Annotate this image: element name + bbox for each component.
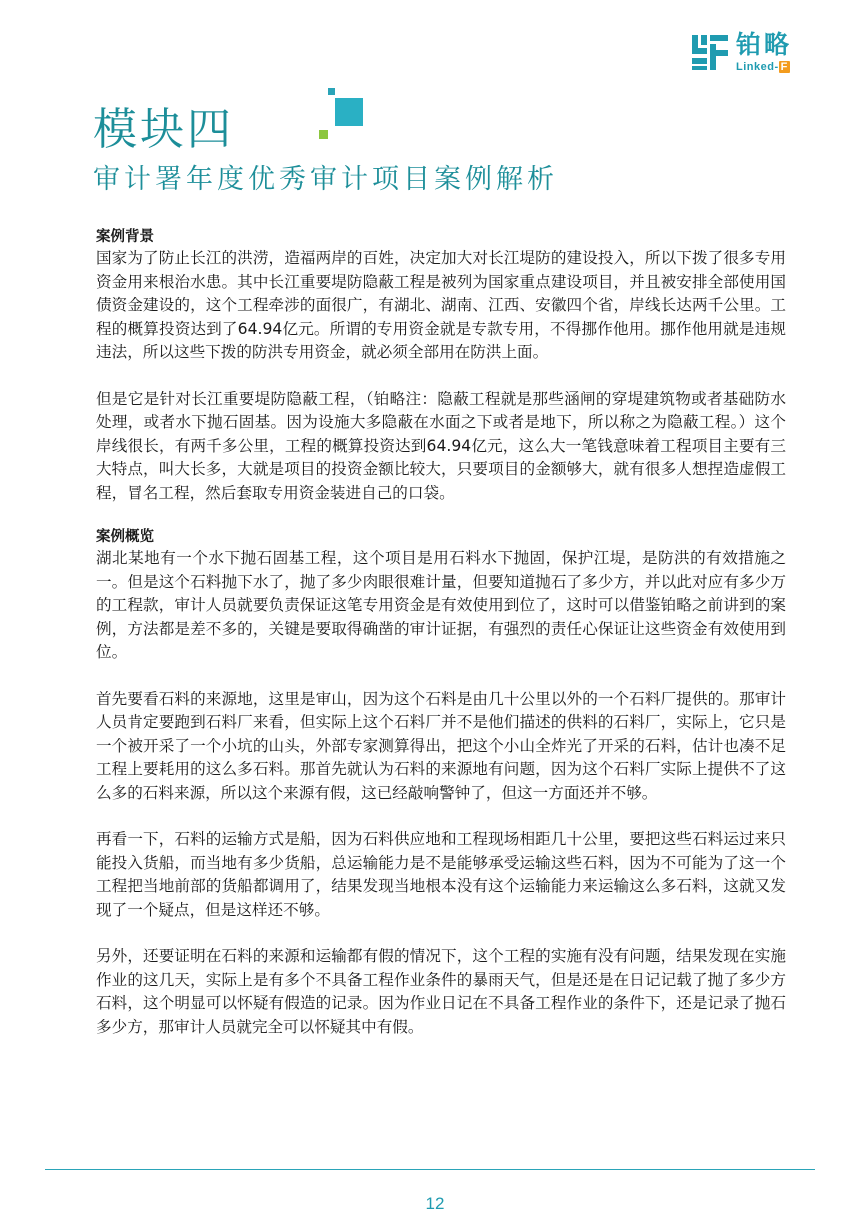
brand-name-en-badge: F bbox=[780, 61, 788, 73]
background-paragraph-2: 但是它是针对长江重要堤防隐蔽工程，（铂略注：隐蔽工程就是那些涵闸的穿堤建筑物或者基础防水处理，或者水下抛石固基。因为设施大多隐蔽在水面之下或者是地下，所以称之为隐蔽工程。）这个岸线很长，有两千多公里，工程的概算投资达到64.94亿元，这么大一笔钱意味着工程项目主要有三大特点，叫大长多，大就是项目的投资金额比较大，只要项目的金额够大，就有很多人想捏造虚假工程，冒名工程，然后套取专用资金装进自己的口袋。 bbox=[96, 389, 786, 502]
module-subtitle: 审计署年度优秀审计项目案例解析 bbox=[93, 164, 558, 195]
brand-name-en bbox=[736, 61, 790, 74]
decorative-square-large bbox=[335, 98, 363, 126]
brand-name-en-prefix: Linked- bbox=[736, 61, 779, 73]
brand-name-cn: 铂略 bbox=[736, 30, 793, 59]
page-number: 12 bbox=[425, 1194, 445, 1213]
section-heading-overview: 案例概览 bbox=[96, 529, 154, 545]
overview-paragraph-1: 湖北某地有一个水下抛石固基工程，这个项目是用石料水下抛固，保护江堤，是防洪的有效措施之一。但是这个石料抛下水了，抛了多少肉眼很难计量，但要知道抛石了多少方，并以此对应有多少万的工程款，审计人员就要负责保证这笔专用资金是有效使用到位了，这时可以借鉴铂略之前讲到的案例，方法都是差不多的，关键是要取得确凿的审计证据，有强烈的责任心保证让这些资金有效使用到位。 bbox=[96, 549, 786, 661]
overview-paragraph-3: 再看一下，石料的运输方式是船，因为石料供应地和工程现场相距几十公里，要把这些石料运过来只能投入货船，而当地有多少货船，总运输能力是不是能够承受运输这些石料，因为不可能为了这一个工程把当地前部的货船都调用了，结果发现当地根本没有这个运输能力来运输这么多石料，这就又发现了一个疑点，但是这样还不够。 bbox=[96, 830, 786, 919]
decorative-square-small bbox=[328, 88, 335, 95]
article-body bbox=[96, 228, 786, 1039]
background-paragraph-1: 国家为了防止长江的洪涝，造福两岸的百姓，决定加大对长江堤防的建设投入，所以下拨了很多专用资金用来根治水患。其中长江重要堤防隐蔽工程是被列为国家重点建设项目，并且被安排全部使用国债资金建设的，这个工程牵涉的面很广，有湖北、湖南、江西、安徽四个省，岸线长达两千公里。工程的概算投资达到了64.94亿元。所谓的专用资金就是专款专用，不得挪作他用。挪作他用就是违规违法，所以这些下拨的防洪专用资金，就必须全部用在防洪上面。 bbox=[96, 249, 786, 361]
linked-f-logo-icon bbox=[690, 32, 730, 72]
brand-logo bbox=[690, 30, 820, 76]
overview-paragraph-2: 首先要看石料的来源地，这里是审山，因为这个石料是由几十公里以外的一个石料厂提供的。那审计人员肯定要跑到石料厂来看，但实际上这个石料厂并不是他们描述的供料的石料厂，实际上，它只是一个被开采了一个小坑的山头，外部专家测算得出，把这个小山全炸光了开采的石料，估计也凑不足工程上要耗用的这么多石料。那首先就认为石料的来源地有问题，因为这个石料厂实际上提供不了这么多的石料来源，所以这个来源有假，这已经敲响警钟了，但这一方面还并不够。 bbox=[96, 689, 786, 802]
overview-paragraph-4: 另外，还要证明在石料的来源和运输都有假的情况下，这个工程的实施有没有问题，结果发现在实施作业的这几天，实际上是有多个不具备工程作业条件的暴雨天气，但是还是在日记记载了抛了多少方石料，这个明显可以怀疑有假造的记录。因为作业日记在不具备工程作业的条件下，还是记录了抛石多少方，那审计人员就完全可以怀疑其中有假。 bbox=[96, 947, 786, 1036]
section-heading-background: 案例背景 bbox=[96, 229, 154, 245]
module-title: 模块四 bbox=[93, 104, 234, 155]
footer-divider bbox=[45, 1169, 815, 1170]
decorative-square-green bbox=[319, 130, 328, 139]
